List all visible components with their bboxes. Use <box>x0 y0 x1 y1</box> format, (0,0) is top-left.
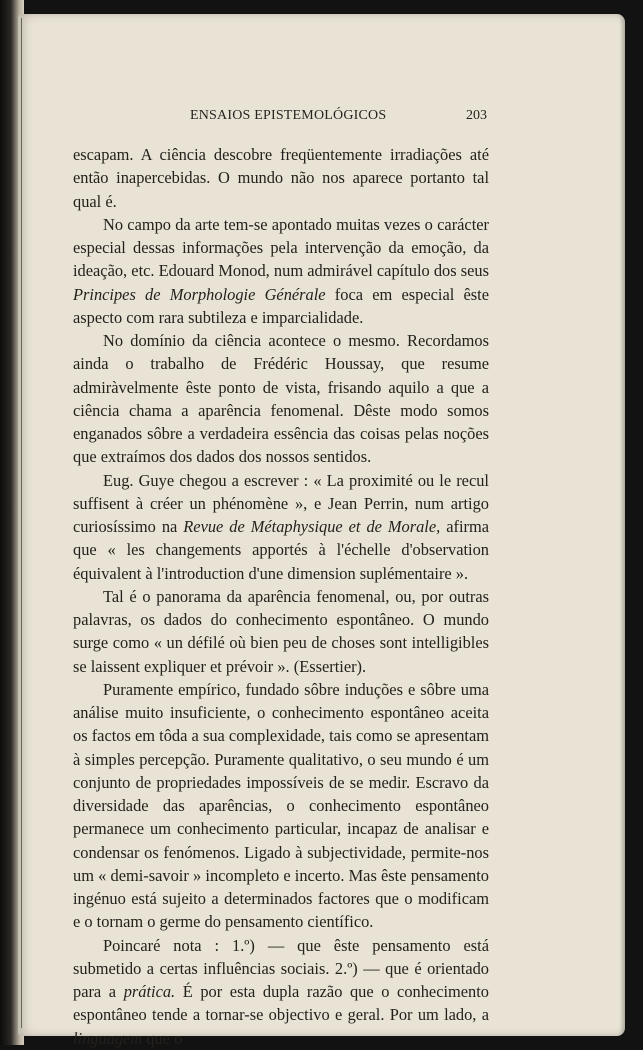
text-run: Eug. Guye chegou a escrever : « La proximité ou le recul suffisent à créer un phénomène », e Jean Perrin, num artigo curiosíssimo na <box>73 470 489 536</box>
paragraph <box>73 143 489 213</box>
italic-text: linguagem <box>73 1028 143 1048</box>
running-header <box>190 108 495 128</box>
paragraph <box>73 585 489 678</box>
page-number: 203 <box>466 108 487 123</box>
paragraph <box>73 329 489 469</box>
text-run: No domínio da ciência acontece o mesmo. Recordamos ainda o trabalho de Frédéric Houssay, que resume admiràvelmente êste ponto de vista, frisando aquilo a que a ciência chama a aparência fenomenal. Dêste modo somos enganados sôbre a verdadeira essência das coisas pelas noções que extraímos dos dados dos nossos sentidos. <box>73 331 489 467</box>
text-run: afirma que « les changements apportés à l'échelle d'observation équivalent à l'introduction d'une dimension suplémentaire ». <box>73 517 489 583</box>
text-run: Tal é o panorama da aparência fenomenal, ou, por outras palavras, os dados do conhecimento espontâneo. O mundo surge como « un défilé où bien peu de choses sont intelligibles se laissent expliquer et prévoir ». (Essertier). <box>73 586 489 676</box>
page-edge-shadow <box>619 14 625 1036</box>
body-text <box>73 143 489 1050</box>
text-run: É por esta dupla razão que o conhecimento espontâneo tende a tornar-se objectivo e geral. Por um lado, a <box>73 982 489 1025</box>
text-run: que o <box>142 1028 183 1048</box>
page-gutter <box>21 18 22 1028</box>
text-run: foca em especial êste aspecto com rara subtileza e imparcialidade. <box>73 284 489 327</box>
text-run: Poincaré nota : 1.º) — que êste pensamento está submetido a certas influências sociais. 2.º) — que é orientado para a <box>73 935 489 1001</box>
paragraph <box>73 469 489 585</box>
text-run: escapam. A ciência descobre freqüentemente irradiações até então inapercebidas. O mundo não nos aparece portanto tal qual é. <box>73 145 489 211</box>
italic-text: Principes de Morphologie Générale <box>73 284 326 304</box>
text-run: Puramente empírico, fundado sôbre induções e sôbre uma análise muito insuficiente, o conhecimento espontâneo aceita os factos em tôda a sua complexidade, tais como se apresentam à simples percepção. Puramente qualitativo, o seu mundo é um conjunto de propriedades impossíveis de se medir. Escravo da diversidade das aparências, o conhecimento espontâneo permanece um conhecimento particular, incapaz de analisar e condensar os fenómenos. Ligado à subjectividade, permite-nos um « demi-savoir » incompleto e incerto. Mas êste pensamento ingénuo está sujeito a determinados factores que o modificam e o tornam o germe do pensamento científico. <box>73 679 489 932</box>
running-title: ENSAIOS EPISTEMOLÓGICOS <box>190 108 387 123</box>
text-run: No campo da arte tem-se apontado muitas vezes o carácter especial dessas informações pela intervenção da emoção, da ideação, etc. Edouard Monod, num admirável capítulo dos seus <box>73 214 489 281</box>
paragraph <box>73 213 489 329</box>
paragraph <box>73 934 489 1050</box>
italic-text: Revue de Métaphysique et de Morale, <box>183 517 441 536</box>
italic-text: prática. <box>123 982 176 1001</box>
paragraph <box>73 678 489 934</box>
